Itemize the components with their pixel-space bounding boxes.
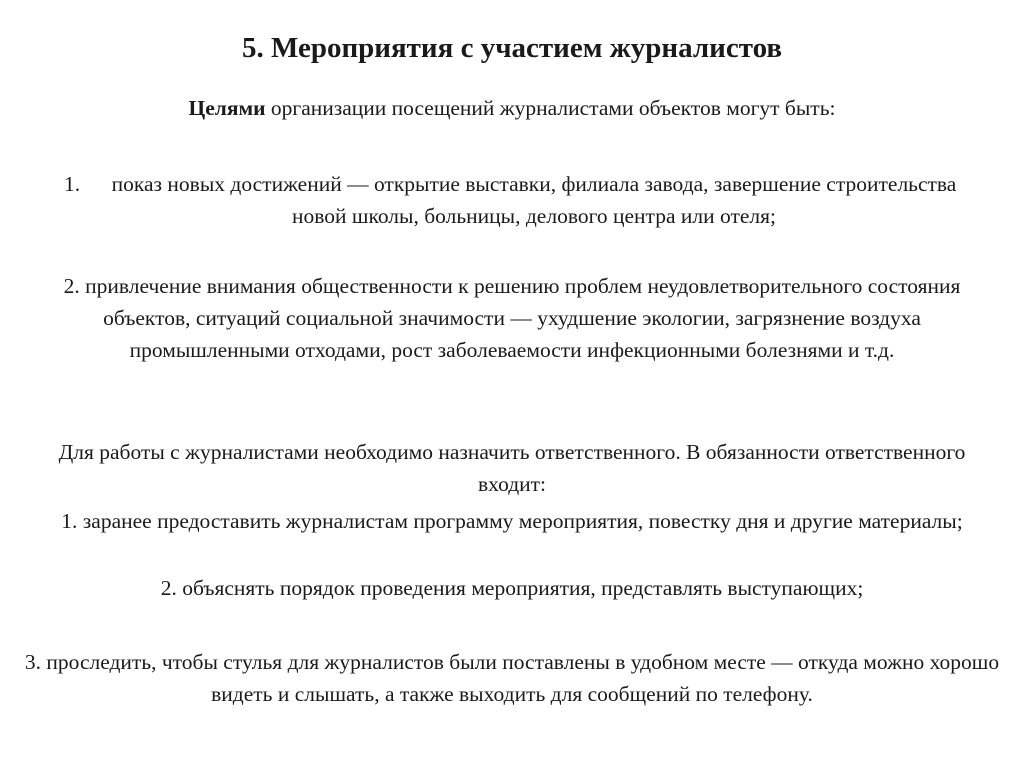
goal-item-1-number: 1.	[64, 172, 81, 196]
intro-paragraph	[24, 92, 1000, 124]
goal-item-1	[64, 168, 964, 232]
goal-item-2: 2. привлечение внимания общественности к решению проблем неудовлетворительного состояния объектов, ситуаций социальной значимости — ухудшение экологии, загрязнение воздуха промышленными отходами, рост заболеваемости инфекционными болезнями и т.д.	[63, 274, 961, 362]
intro-text: организации посещений журналистами объектов могут быть:	[265, 96, 836, 120]
duty-item-2: 2. объяснять порядок проведения мероприятия, представлять выступающих;	[160, 576, 864, 600]
intro-bold-word: Целями	[188, 96, 266, 120]
goal-item-1-text: показ новых достижений — открытие выставки, филиала завода, завершение строительства новой школы, больницы, делового центра или отеля;	[111, 172, 957, 228]
duty-item-3: 3. проследить, чтобы стулья для журналистов были поставлены в удобном месте — откуда можно хорошо видеть и слышать, а также выходить для сообщений по телефону.	[24, 650, 1000, 706]
duties-intro: Для работы с журналистами необходимо назначить ответственного. В обязанности ответственного входит:	[58, 440, 966, 496]
duty-item-1: 1. заранее предоставить журналистам программу мероприятия, повестку дня и другие материалы;	[61, 509, 963, 533]
slide-title: 5. Мероприятия с участием журналистов	[241, 32, 783, 64]
